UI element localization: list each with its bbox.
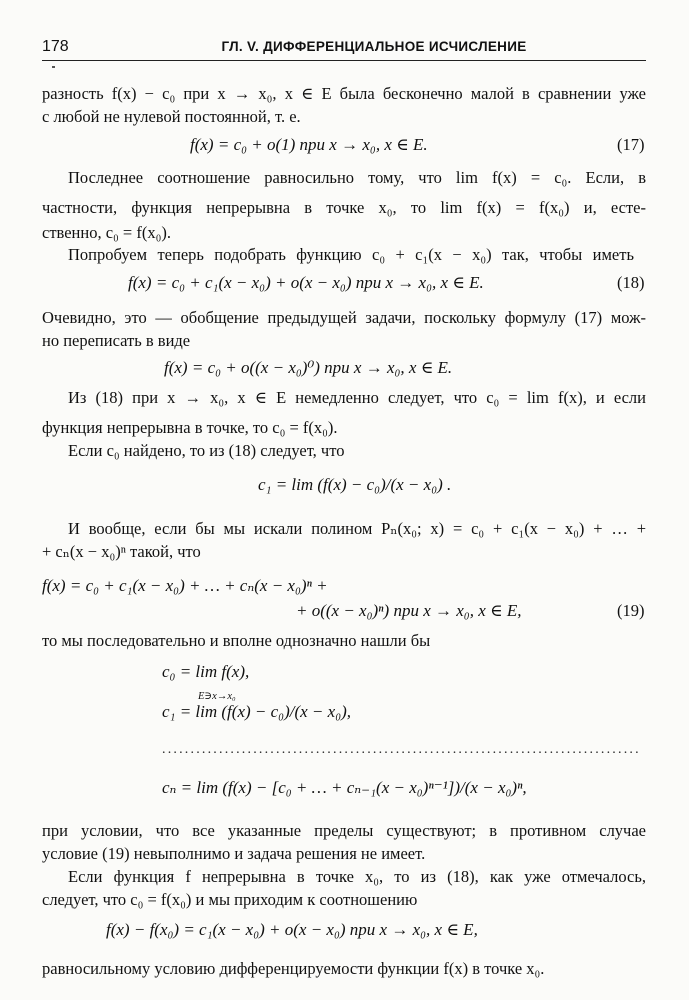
equation-17: f(x) = c₀ + o(1) при x → x₀, x ∈ E. [190, 135, 428, 154]
system-c0: c₀ = lim f(x), [162, 662, 250, 681]
paragraph-line: но переписать в виде [42, 331, 191, 350]
equation-number-18: (18) [617, 273, 645, 292]
equation-number-19: (19) [617, 601, 645, 620]
paragraph-line: с любой не нулевой постоянной, т. е. [42, 107, 301, 126]
paragraph-line: при условии, что все указанные пределы существуют; в противном случае [42, 821, 646, 840]
paragraph-line: ственно, c₀ = f(x₀). [42, 223, 171, 242]
paragraph-line: частности, функция непрерывна в точке x₀, то lim f(x) = f(x₀) и, есте- [42, 198, 646, 217]
paragraph-line: Если функция f непрерывна в точке x₀, то из (18), как уже отмечалось, [68, 867, 646, 886]
paragraph-line: Из (18) при x → x₀, x ∈ E немедленно следует, что c₀ = lim f(x), и если [68, 388, 646, 407]
equation-final: f(x) − f(x₀) = c₁(x − x₀) + o(x − x₀) при x → x₀, x ∈ E, [106, 920, 478, 939]
paragraph-line: + cₙ(x − x₀)ⁿ такой, что [42, 542, 201, 561]
paragraph-line: равносильному условию дифференцируемости функции f(x) в точке x₀. [42, 959, 545, 978]
paragraph-line: Если c₀ найдено, то из (18) следует, что [68, 441, 345, 460]
paragraph-line: И вообще, если бы мы искали полином Pₙ(x₀; x) = c₀ + c₁(x − x₀) + … + [68, 519, 646, 538]
ellipsis-row: .................................................................................... [162, 742, 641, 757]
paragraph-line: функция непрерывна в точке, то c₀ = f(x₀). [42, 418, 338, 437]
equation-rewrite: f(x) = c₀ + o((x − x₀)⁰) при x → x₀, x ∈ E. [164, 358, 453, 377]
paragraph-line: следует, что c₀ = f(x₀) и мы приходим к соотношению [42, 890, 418, 909]
limit-subscript: E∋x→x₀ [198, 691, 236, 702]
system-c1: c₁ = lim (f(x) − c₀)/(x − x₀), [162, 702, 352, 721]
page-number: 178 [42, 38, 69, 55]
paragraph-line: разность f(x) − c₀ при x → x₀, x ∈ E была бесконечно малой в сравнении уже [42, 84, 646, 103]
chapter-title: ГЛ. V. ДИФФЕРЕНЦИАЛЬНОЕ ИСЧИСЛЕНИЕ [221, 39, 527, 54]
equation-c1: c₁ = lim (f(x) − c₀)/(x − x₀) . [258, 475, 452, 494]
paragraph-line: условие (19) невыполнимо и задача решения не имеет. [42, 844, 426, 863]
equation-number-17: (17) [617, 135, 645, 154]
paragraph-line: Очевидно, это — обобщение предыдущей задачи, поскольку формулу (17) мож- [42, 308, 646, 327]
equation-18: f(x) = c₀ + c₁(x − x₀) + o(x − x₀) при x → x₀, x ∈ E. [128, 273, 484, 292]
paragraph-line: Попробуем теперь подобрать функцию c₀ + c₁(x − x₀) так, чтобы иметь [68, 245, 634, 264]
running-header [42, 36, 646, 61]
paragraph-line: Последнее соотношение равносильно тому, что lim f(x) = c₀. Если, в [68, 168, 646, 187]
print-speck [52, 66, 55, 68]
paragraph-line: то мы последовательно и вполне однозначно нашли бы [42, 631, 431, 650]
equation-19-line-1: f(x) = c₀ + c₁(x − x₀) + … + cₙ(x − x₀)ⁿ + [42, 576, 328, 595]
equation-19-line-2: + o((x − x₀)ⁿ) при x → x₀, x ∈ E, [296, 601, 522, 620]
system-cn: cₙ = lim (f(x) − [c₀ + … + cₙ₋₁(x − x₀)ⁿ⁻¹])/(x − x₀)ⁿ, [162, 778, 527, 797]
